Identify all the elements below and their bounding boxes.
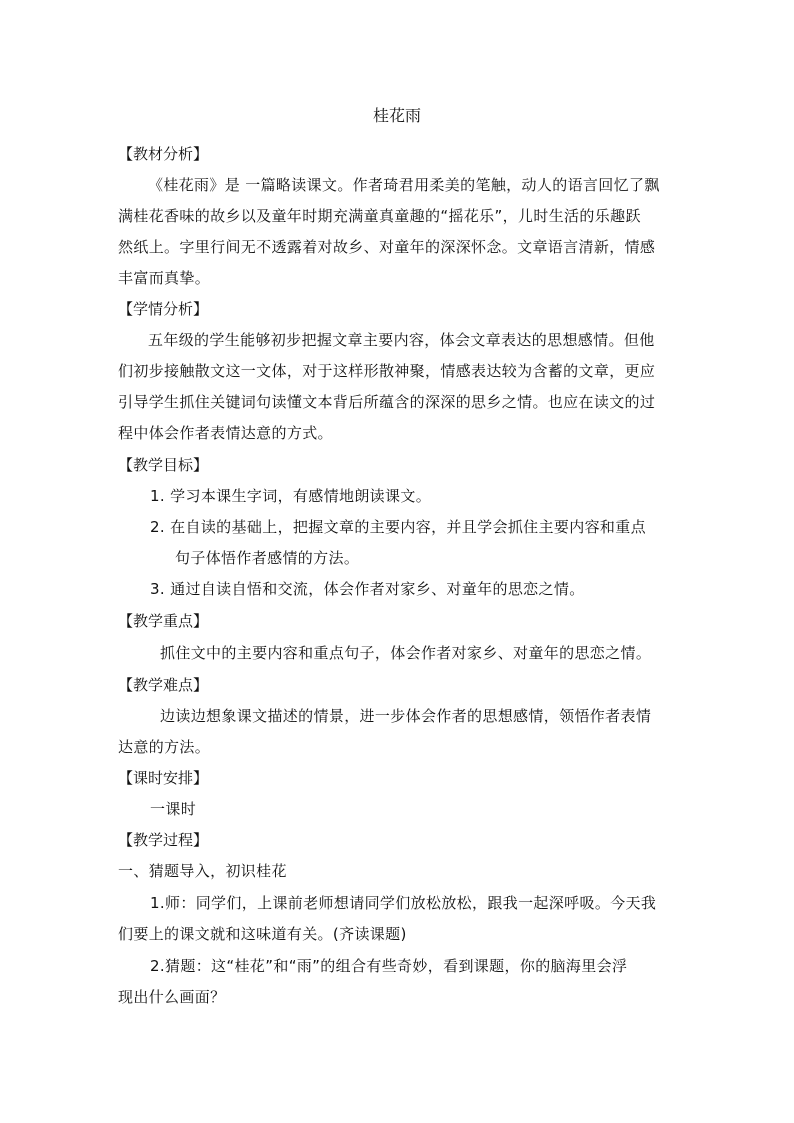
goal-item: 2. 在自读的基础上，把握文章的主要内容，并且学会抓住主要内容和重点 bbox=[150, 518, 646, 536]
goal-item-continued: 句子体悟作者感情的方法。 bbox=[175, 549, 360, 567]
paragraph-line: 五年级的学生能够初步把握文章主要内容，体会文章表达的思想感情。但他 bbox=[148, 331, 655, 349]
paragraph-line: 满桂花香味的故乡以及童年时期充满童真童趣的“摇花乐”，儿时生活的乐趣跃 bbox=[118, 207, 641, 225]
section-heading-schedule: 【课时安排】 bbox=[118, 769, 209, 787]
paragraph-line: 程中体会作者表情达意的方式。 bbox=[118, 424, 333, 442]
section-heading-textbook-analysis: 【教材分析】 bbox=[118, 145, 209, 163]
paragraph-line: 达意的方法。 bbox=[118, 738, 211, 756]
section-heading-difficulties: 【教学难点】 bbox=[118, 676, 209, 694]
paragraph-line: 一课时 bbox=[150, 800, 197, 818]
process-step-heading: 一、猜题导入，初识桂花 bbox=[118, 862, 287, 880]
section-heading-teaching-goals: 【教学目标】 bbox=[118, 456, 209, 474]
goal-item: 1. 学习本课生字词，有感情地朗读课文。 bbox=[150, 487, 432, 505]
paragraph-line: 《桂花雨》是 一篇略读课文。作者琦君用柔美的笔触，动人的语言回忆了飘 bbox=[148, 176, 660, 194]
goal-item: 3. 通过自读自悟和交流，体会作者对家乡、对童年的思恋之情。 bbox=[150, 580, 585, 598]
paragraph-line: 1.师：同学们，上课前老师想请同学们放松放松，跟我一起深呼吸。今天我 bbox=[150, 894, 657, 912]
section-heading-key-points: 【教学重点】 bbox=[118, 612, 209, 630]
paragraph-line: 们初步接触散文这一文体，对于这样形散神聚，情感表达较为含蓄的文章，更应 bbox=[118, 362, 656, 380]
document-title: 桂花雨 bbox=[372, 106, 421, 125]
paragraph-line: 然纸上。字里行间无不透露着对故乡、对童年的深深怀念。文章语言清新，情感 bbox=[118, 238, 656, 256]
paragraph-line: 边读边想象课文描述的情景，进一步体会作者的思想感情，领悟作者表情 bbox=[160, 707, 652, 725]
paragraph-line: 现出什么画面？ bbox=[118, 988, 226, 1006]
paragraph-line: 抓住文中的主要内容和重点句子，体会作者对家乡、对童年的思恋之情。 bbox=[160, 644, 652, 662]
paragraph-line: 2.猜题：这“桂花”和“雨”的组合有些奇妙，看到课题，你的脑海里会浮 bbox=[150, 957, 628, 975]
section-heading-student-analysis: 【学情分析】 bbox=[118, 300, 209, 318]
paragraph-line: 们要上的课文就和这味道有关。(齐读课题) bbox=[118, 925, 407, 943]
paragraph-line: 引导学生抓住关键词句读懂文本背后所蕴含的深深的思乡之情。也应在读文的过 bbox=[118, 393, 656, 411]
paragraph-line: 丰富而真挚。 bbox=[118, 269, 211, 287]
section-heading-teaching-process: 【教学过程】 bbox=[118, 831, 209, 849]
